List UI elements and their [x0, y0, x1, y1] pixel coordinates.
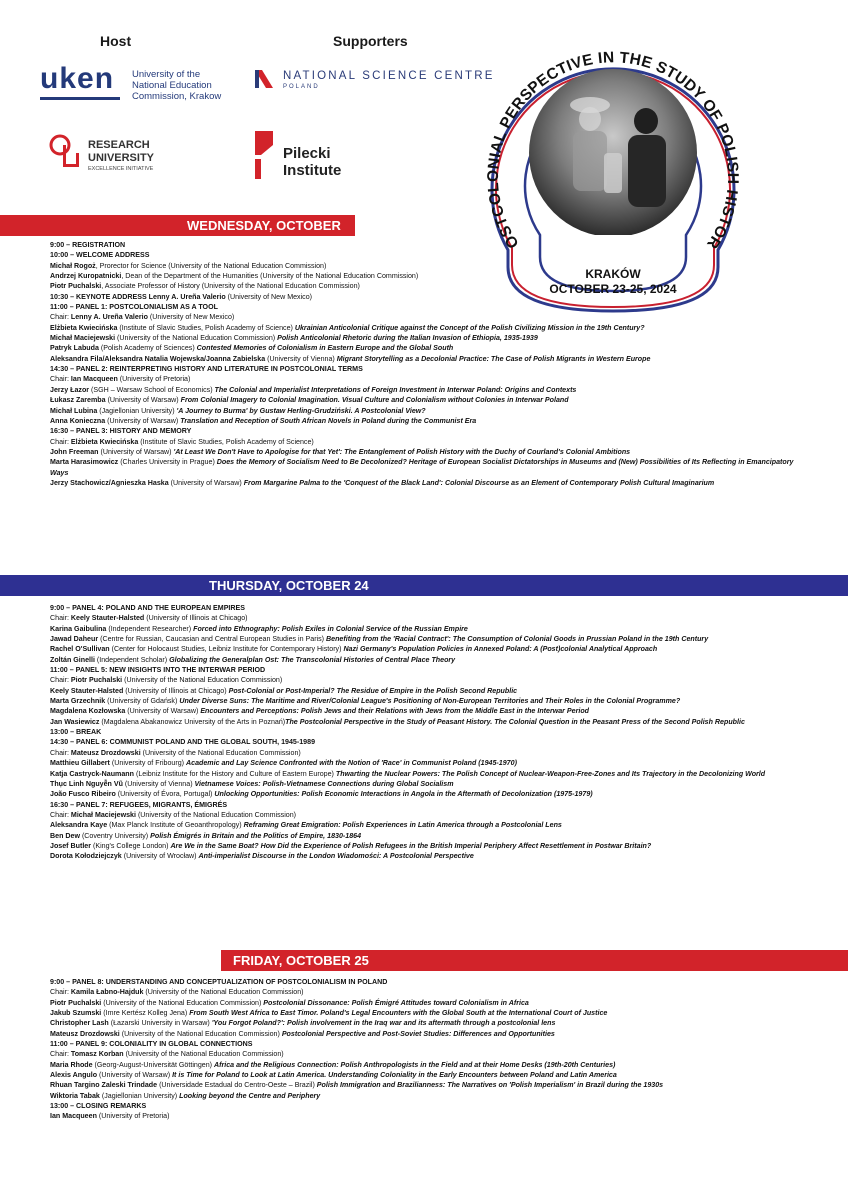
affiliation: Chair:: [50, 614, 71, 623]
program-line: [50, 395, 810, 405]
affiliation: Chair:: [50, 437, 71, 446]
paper-title: Globalizing the Generalplan Ost: The Transcolonial Histories of Central Place Theory: [169, 655, 456, 664]
speaker-or-heading: Piotr Puchalski: [50, 998, 102, 1007]
affiliation: (University of Warsaw): [125, 707, 201, 716]
program-line: [50, 998, 810, 1008]
speaker-or-heading: Jan Wasiewicz: [50, 717, 100, 726]
program-line: [50, 437, 810, 447]
ru-line2: UNIVERSITY: [88, 152, 155, 164]
affiliation: , Prorector for Science (University of the National Education Commission): [95, 261, 327, 270]
affiliation: (University of Fribourg): [109, 759, 186, 768]
supporters-label: Supporters: [333, 33, 408, 49]
affiliation: (Institute of Slavic Studies, Polish Academy of Science): [117, 323, 295, 332]
program-line: [50, 261, 810, 271]
speaker-or-heading: Michał Maciejewski: [50, 334, 116, 343]
program-line: [50, 613, 810, 623]
program-line: [50, 779, 810, 789]
program-line: [50, 426, 810, 436]
affiliation: (University of Illinois at Chicago): [123, 686, 229, 695]
speaker-or-heading: Michał Rogoż: [50, 261, 96, 270]
speaker-or-heading: Ian Macqueen: [50, 1112, 97, 1121]
program-line: [50, 374, 810, 384]
speaker-or-heading: Piotr Puchalski: [50, 282, 102, 291]
paper-title: Does the Memory of Socialism Need to Be Decolonized? Heritage of European Socialist Dictatorships in Museums and (New) Possibilities of Its Reflecting in Emancipatory Ways: [50, 458, 794, 477]
paper-title: Reframing Great Emigration: Polish Experiences in Latin America through a Postcolonial Lens: [243, 821, 562, 830]
program-line: [50, 665, 810, 675]
seal-dates: OCTOBER 23-25, 2024: [549, 282, 677, 296]
speaker-or-heading: 16:30 – PANEL 7: REFUGEES, MIGRANTS, ÉMIGRÉS: [50, 800, 228, 809]
affiliation: Chair:: [50, 988, 71, 997]
program-line: [50, 717, 810, 727]
paper-title: 'At Least We Don't Have to Apologise for that Yet': The Entanglement of Polish History with the Duchy of Courland's Colonial Ambitions: [173, 447, 631, 456]
speaker-or-heading: Zoltán Ginelli: [50, 655, 95, 664]
affiliation: Chair:: [50, 676, 71, 685]
affiliation: , Associate Professor of History (University of the National Education Commission): [101, 282, 360, 291]
program-line: [50, 987, 810, 997]
paper-title: Africa and the Religious Connection: Polish Anthropologists in the Field and at their Home Desks (19th-20th Centuries): [214, 1060, 616, 1069]
uken-line1: University of the: [132, 69, 201, 80]
speaker-or-heading: 9:00 – REGISTRATION: [50, 241, 126, 249]
affiliation: (Independent Scholar): [94, 655, 170, 664]
affiliation: (University of the National Education Commission): [123, 1050, 284, 1059]
program-line: [50, 1008, 810, 1018]
affiliation: (University of Pretoria): [96, 1112, 170, 1121]
program-line: [50, 385, 810, 395]
day-title-wednesday: WEDNESDAY, OCTOBER 23: [187, 218, 341, 254]
program-line: [50, 343, 810, 353]
ncn-name: NATIONAL SCIENCE CENTRE: [283, 70, 495, 82]
paper-title: 'A Journey to Burma' by Gustaw Herling-Grudziński. A Postcolonial View?: [176, 406, 426, 415]
program-line: [50, 675, 810, 685]
speaker-or-heading: 13:00 – BREAK: [50, 728, 102, 737]
affiliation: Chair:: [50, 748, 71, 757]
research-university-logo: [48, 133, 178, 183]
affiliation: (Magdalena Abakanowicz University of the Arts in Poznań): [99, 717, 286, 726]
affiliation: (University of Warsaw): [105, 396, 181, 405]
paper-title: The Postcolonial Perspective in the Study of Peasant History. The Colonial Question in the Peasant Press of the Second Polish Republic: [285, 717, 745, 726]
affiliation: (Charles University in Prague): [118, 458, 217, 467]
speaker-or-heading: Jerzy Stachowicz/Agnieszka Haska: [50, 478, 169, 487]
speaker-or-heading: Michał Maciejewski: [70, 810, 136, 819]
uken-line2: National Education: [132, 80, 212, 91]
speaker-or-heading: Elżbieta Kwiecińska: [50, 323, 118, 332]
affiliation: (University of Wrocław): [121, 852, 199, 861]
speaker-or-heading: Jerzy Łazor: [50, 385, 90, 394]
paper-title: From South West Africa to East Timor. Poland's Legal Encounters with the Global South at the International Court of Justice: [189, 1009, 608, 1018]
affiliation: (Independent Researcher): [106, 624, 194, 633]
program-line: [50, 706, 810, 716]
program-line: [50, 748, 810, 758]
program-line: [50, 1039, 810, 1049]
affiliation: (SGH – Warsaw School of Economics): [89, 385, 215, 394]
program-line: [50, 603, 810, 613]
speaker-or-heading: 11:00 – PANEL 5: NEW INSIGHTS INTO THE INTERWAR PERIOD: [50, 666, 266, 675]
affiliation: Chair:: [50, 1050, 71, 1059]
speaker-or-heading: Aleksandra Fila/Aleksandra Natalia Wojewska/Joanna Zabielska: [50, 354, 266, 363]
affiliation: (University of Vienna): [265, 354, 337, 363]
affiliation: (University of Illinois at Chicago): [144, 614, 248, 623]
program-line: [50, 1018, 810, 1028]
affiliation: (Imre Kertész Kolleg Jena): [101, 1009, 190, 1018]
program-line: [50, 624, 810, 634]
paper-title: Academic and Lay Science Confronted with the Notion of 'Race' in Communist Poland (1945-1970): [186, 759, 517, 768]
uken-wordmark: uken: [40, 62, 115, 95]
affiliation: (University of Warsaw): [98, 447, 174, 456]
speaker-or-heading: Lenny A. Ureña Valerio: [70, 313, 148, 322]
paper-title: Nazi Germany's Population Policies in Annexed Poland: A (Post)colonial Analytical Approach: [343, 645, 658, 654]
affiliation: (University of Warsaw): [97, 1071, 173, 1080]
speaker-or-heading: Aleksandra Kaye: [50, 821, 108, 830]
speaker-or-heading: João Fusco Ribeiro: [50, 790, 116, 799]
program-line: [50, 271, 810, 281]
program-line: [50, 727, 810, 737]
speaker-or-heading: Magdalena Kozłowska: [50, 707, 126, 716]
speaker-or-heading: Mateusz Drozdowski: [50, 1029, 120, 1038]
speaker-or-heading: John Freeman: [50, 447, 99, 456]
affiliation: (University of Vienna): [122, 779, 195, 788]
affiliation: (University of the National Education Commission): [143, 988, 304, 997]
paper-title: It is Time for Poland to Look at Latin America. Understanding Coloniality in the Early Encounters between Poland and Latin America: [172, 1071, 617, 1080]
seal-arc-title: OSTCOLONIAL PERSPECTIVE IN THE STUDY OF POLISH HISTOR: [484, 49, 742, 252]
speaker-or-heading: Ben Dew: [50, 831, 80, 840]
affiliation: (Jagiellonian University): [99, 1091, 180, 1100]
friday-program: [50, 977, 810, 1122]
research-university-icon: [48, 133, 84, 173]
speaker-or-heading: Patryk Labuda: [50, 344, 99, 353]
speaker-or-heading: Marta Harasimowicz: [50, 458, 119, 467]
pilecki-line1: Pilecki: [283, 145, 331, 162]
paper-title: 'You Forgot Poland?': Polish involvement in the Iraq war and its aftermath through a postcolonial lens: [211, 1019, 556, 1028]
program-line: [50, 1070, 810, 1080]
affiliation: Chair:: [50, 810, 71, 819]
program-line: [50, 1080, 810, 1090]
program-line: [50, 323, 810, 333]
ncn-country: POLAND: [283, 84, 320, 90]
program-line: [50, 478, 810, 488]
speaker-or-heading: Anna Konieczna: [50, 416, 106, 425]
paper-title: From Margarine Palma to the 'Conquest of the Black Land': Colonial Discourse as an Element of Contemporary Polish Cultural Imaginarium: [243, 478, 715, 487]
program-line: [50, 655, 810, 665]
program-line: [50, 820, 810, 830]
affiliation: (University of the National Education Commission): [101, 998, 264, 1007]
day-title-thursday: THURSDAY, OCTOBER 24: [209, 578, 369, 593]
paper-title: Polish Émigrés in Britain and the Politics of Empire, 1830-1864: [150, 831, 362, 840]
program-line: [50, 1029, 810, 1039]
program-line: [50, 1091, 810, 1101]
program-line: [50, 1060, 810, 1070]
speaker-or-heading: Maria Rhode: [50, 1060, 93, 1069]
speaker-or-heading: 11:00 – PANEL 9: COLONIALITY IN GLOBAL CONNECTIONS: [50, 1040, 253, 1049]
speaker-or-heading: Marta Grzechnik: [50, 697, 106, 706]
affiliation: (University of the National Education Commission): [115, 334, 278, 343]
day-bar-thursday: [0, 575, 848, 596]
affiliation: (Georg-August-Universität Göttingen): [92, 1060, 215, 1069]
speaker-or-heading: 14:30 – PANEL 2: REINTERPRETING HISTORY AND LITERATURE IN POSTCOLONIAL TERMS: [50, 365, 363, 374]
speaker-or-heading: 9:00 – PANEL 8: UNDERSTANDING AND CONCEPTUALIZATION OF POSTCOLONIALISM IN POLAND: [50, 978, 388, 986]
ncn-mark-icon: [253, 68, 275, 90]
affiliation: (University of New Mexico): [225, 292, 313, 301]
pilecki-line2: Institute: [283, 162, 342, 179]
speaker-or-heading: Dorota Kołodziejczyk: [50, 852, 122, 861]
affiliation: (University of Warsaw): [168, 478, 244, 487]
program-line: [50, 800, 810, 810]
uken-logo: [40, 62, 230, 107]
speaker-or-heading: 14:30 – PANEL 6: COMMUNIST POLAND AND THE GLOBAL SOUTH, 1945-1989: [50, 738, 316, 747]
affiliation: (Leibniz Institute for the History and Culture of Eastern Europe): [133, 769, 336, 778]
wednesday-program: [50, 240, 810, 488]
paper-title: Migrant Storytelling as a Decolonial Practice: The Case of Polish Migrants in Western Europe: [336, 354, 651, 363]
program-line: [50, 644, 810, 654]
program-line: [50, 312, 810, 322]
speaker-or-heading: Elżbieta Kwiecińska: [70, 437, 139, 446]
paper-title: Postcolonial Perspective and Post-Soviet Studies: Differences and Opportunities: [281, 1029, 555, 1038]
affiliation: Chair:: [50, 375, 71, 384]
program-line: [50, 240, 810, 250]
speaker-or-heading: 10:00 – WELCOME ADDRESS: [50, 251, 150, 260]
program-line: [50, 686, 810, 696]
pilecki-mark-icon: [253, 131, 275, 181]
program-line: [50, 302, 810, 312]
speaker-or-heading: Andrzej Kuropatnicki: [50, 272, 122, 281]
paper-title: Anti-imperialist Discourse in the London Wiadomości: A Postcolonial Perspective: [198, 852, 474, 861]
program-line: [50, 758, 810, 768]
program-line: [50, 634, 810, 644]
program-line: [50, 841, 810, 851]
program-line: [50, 851, 810, 861]
speaker-or-heading: Mateusz Drozdowski: [70, 748, 141, 757]
affiliation: (Jagiellonian University): [97, 406, 177, 415]
paper-title: Contested Memories of Colonialism in Eastern Europe and the Global South: [196, 344, 454, 353]
program-line: [50, 447, 810, 457]
paper-title: Forced into Ethnography: Polish Exiles in Colonial Service of the Russian Empire: [193, 624, 468, 633]
program-line: [50, 333, 810, 343]
paper-title: Polish Anticolonial Rhetoric during the Italian Invasion of Ethiopia, 1935-1939: [277, 334, 538, 343]
affiliation: (Max Planck Institute of Geoanthropology): [107, 821, 244, 830]
paper-title: Ukrainian Anticolonial Critique against the Concept of the Polish Civilizing Mission in the 19th Century?: [294, 323, 645, 332]
affiliation: , Dean of the Department of the Humanities (University of the National Education Commission): [121, 272, 419, 281]
program-line: [50, 292, 810, 302]
affiliation: (University of the National Education Commission): [122, 676, 283, 685]
affiliation: (Coventry University): [79, 831, 151, 840]
pilecki-logo: [253, 131, 383, 183]
affiliation: (Institute of Slavic Studies, Polish Academy of Science): [138, 437, 314, 446]
affiliation: (Łazarski University in Warsaw): [108, 1019, 212, 1028]
affiliation: (Center for Holocaust Studies, Leibniz Institute for Contemporary History): [109, 645, 344, 654]
affiliation: (University of Évora, Portugal): [115, 790, 215, 799]
seal-city: KRAKÓW: [585, 267, 641, 281]
ncn-logo: [253, 68, 498, 98]
speaker-or-heading: Rachel O'Sullivan: [50, 645, 110, 654]
speaker-or-heading: Katja Castryck-Naumann: [50, 769, 134, 778]
day-title-friday: FRIDAY, OCTOBER 25: [233, 953, 369, 968]
paper-title: The Colonial and Imperialist Interpretations of Foreign Investment in Interwar Poland: Origins and Contexts: [214, 385, 577, 394]
speaker-or-heading: Wiktoria Tabak: [50, 1091, 100, 1100]
speaker-or-heading: Matthieu Gillabert: [50, 759, 110, 768]
host-label: Host: [100, 33, 132, 49]
paper-title: Under Diverse Suns: The Maritime and River/Colonial League's Positioning of Non-European Territories and Their Roles in the Colonial Programme?: [179, 697, 681, 706]
speaker-or-heading: Keely Stauter-Halsted: [50, 686, 124, 695]
paper-title: Looking beyond the Centre and Periphery: [179, 1091, 321, 1100]
paper-title: Thwarting the Nuclear Powers: The Polish Concept of Nuclear-Weapon-Free-Zones and Its Trajectory in the Decolonizing World: [335, 769, 766, 778]
program-line: [50, 1111, 810, 1121]
affiliation: (Polish Academy of Sciences): [98, 344, 197, 353]
program-line: [50, 977, 810, 987]
paper-title: From Colonial Imagery to Colonial Imagination. Visual Culture and Colonialism without Colonies in Interwar Poland: [180, 396, 569, 405]
program-line: [50, 1101, 810, 1111]
speaker-or-heading: Alexis Angulo: [50, 1071, 98, 1080]
program-line: [50, 737, 810, 747]
program-line: [50, 1049, 810, 1059]
program-line: [50, 810, 810, 820]
speaker-or-heading: Kamila Łabno-Hajduk: [70, 988, 144, 997]
affiliation: (University of the National Education Commission): [119, 1029, 282, 1038]
speaker-or-heading: Jawad Daheur: [50, 635, 99, 644]
speaker-or-heading: 16:30 – PANEL 3: HISTORY AND MEMORY: [50, 427, 192, 436]
affiliation: (University of Warsaw): [105, 416, 181, 425]
speaker-or-heading: 11:00 – PANEL 1: POSTCOLONIALISM AS A TOOL: [50, 303, 218, 312]
program-line: [50, 416, 810, 426]
program-line: [50, 250, 810, 260]
program-line: [50, 406, 810, 416]
speaker-or-heading: Josef Butler: [50, 841, 91, 850]
program-line: [50, 364, 810, 374]
speaker-or-heading: Karina Gaibulina: [50, 624, 107, 633]
speaker-or-heading: 9:00 – PANEL 4: POLAND AND THE EUROPEAN EMPIRES: [50, 604, 245, 612]
ru-line1: RESEARCH: [88, 139, 150, 151]
paper-title: Polish Immigration and Brazilianness: The Narratives on 'Polish Imperialism' in Brazil during the 1930s: [316, 1081, 664, 1090]
uken-underline: [40, 97, 120, 100]
speaker-or-heading: 13:00 – CLOSING REMARKS: [50, 1102, 147, 1111]
paper-title: Vietnamese Voices: Polish-Vietnamese Connections during Global Socialism: [194, 779, 454, 788]
affiliation: (King's College London): [91, 841, 171, 850]
paper-title: Unlocking Opportunities: Polish Economic Interactions in Angola in the Aftermath of Decolonization (1975-1979): [214, 790, 593, 799]
speaker-or-heading: Piotr Puchalski: [70, 676, 123, 685]
program-line: [50, 769, 810, 779]
paper-title: Benefiting from the 'Racial Contract': The Consumption of Colonial Goods in Prussian Poland in the 19th Century: [326, 635, 709, 644]
speaker-or-heading: Christopher Lash: [50, 1019, 109, 1028]
affiliation: (University of Pretoria): [117, 375, 191, 384]
paper-title: Postcolonial Dissonance: Polish Émigré Attitudes toward Colonialism in Africa: [263, 998, 529, 1007]
speaker-or-heading: Jakub Szumski: [50, 1009, 102, 1018]
program-line: [50, 457, 810, 478]
speaker-or-heading: Keely Stauter-Halsted: [70, 614, 145, 623]
program-line: [50, 696, 810, 706]
speaker-or-heading: Michał Lubina: [50, 406, 98, 415]
speaker-or-heading: Thục Linh Nguyễn Vũ: [50, 779, 123, 788]
ru-line3: EXCELLENCE INITIATIVE: [88, 166, 154, 172]
affiliation: (University of the National Education Commission): [135, 810, 297, 819]
affiliation: (Centre for Russian, Caucasian and Central European Studies in Paris): [98, 635, 327, 644]
affiliation: (University of New Mexico): [147, 313, 235, 322]
thursday-program: [50, 603, 810, 862]
program-line: [50, 831, 810, 841]
day-bar-friday: [221, 950, 848, 971]
program-line: [50, 789, 810, 799]
speaker-or-heading: Rhuan Targino Zaleski Trindade: [50, 1081, 158, 1090]
program-line: [50, 354, 810, 364]
speaker-or-heading: 10:30 – KEYNOTE ADDRESS Lenny A. Ureña Valerio: [50, 292, 226, 301]
paper-title: Translation and Reception of South African Novels in Poland during the Communist Era: [180, 416, 477, 425]
affiliation: (University of the National Education Commission): [140, 748, 301, 757]
speaker-or-heading: Ian Macqueen: [70, 375, 118, 384]
affiliation: (Universidade Estadual do Centro-Oeste – Brazil): [157, 1081, 317, 1090]
paper-title: Encounters and Perceptions: Polish Jews and their Relations with Jews from the Middle East in the Interwar Period: [200, 707, 589, 716]
paper-title: Are We in the Same Boat? How Did the Experience of Polish Refugees in the British Imperial Periphery Affect Resettlement in Postwar Britain?: [170, 841, 652, 850]
affiliation: (University of Gdańsk): [105, 697, 180, 706]
program-line: [50, 281, 810, 291]
uken-line3: Commission, Krakow: [132, 91, 222, 102]
speaker-or-heading: Łukasz Zaremba: [50, 396, 106, 405]
affiliation: Chair:: [50, 313, 71, 322]
speaker-or-heading: Tomasz Korban: [70, 1050, 124, 1059]
paper-title: Post-Colonial or Post-Imperial? The Residue of Empire in the Polish Second Republic: [228, 686, 518, 695]
